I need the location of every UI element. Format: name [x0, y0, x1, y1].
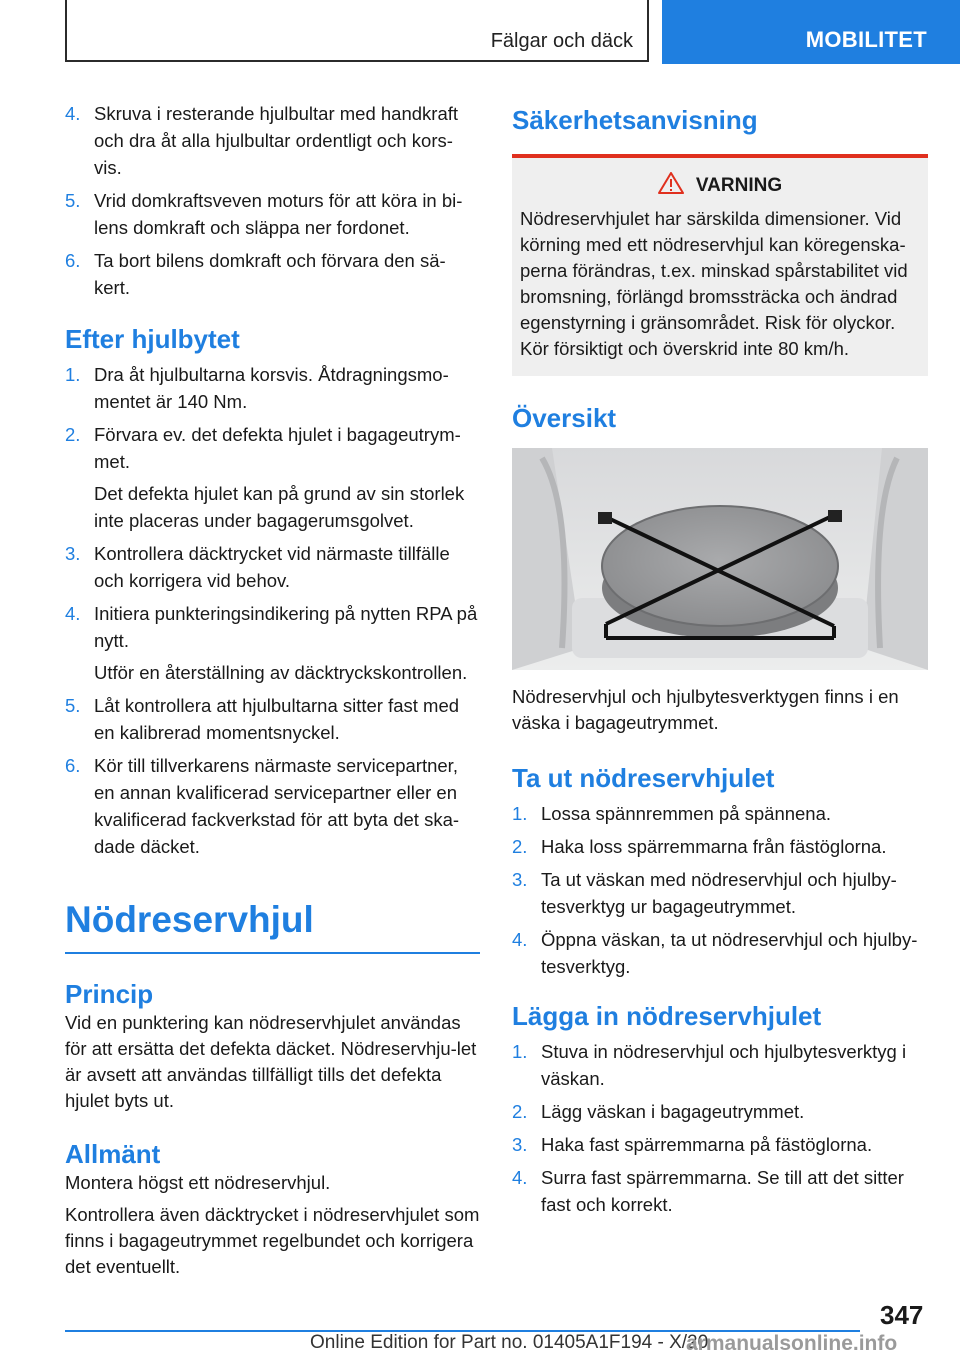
list-item: [512, 1098, 928, 1125]
step-number: 2.: [65, 424, 81, 445]
heading-princip: Princip: [65, 979, 154, 1009]
warning-header: [520, 172, 920, 200]
step-text: Haka fast spärremmarna på fästöglorna.: [541, 1134, 873, 1155]
step-text: Lossa spännremmen på spännena.: [541, 803, 832, 824]
step-note: Det defekta hjulet kan på grund av sin storlek inte placeras under bagagerumsgolvet.: [94, 483, 465, 531]
list-item: [65, 600, 480, 686]
list-item: [65, 692, 480, 746]
step-text: Skruva i resterande hjulbultar med handkraft och dra åt alla hjulbultar ordentligt och kors-vis.: [94, 103, 459, 178]
step-number: 2.: [512, 836, 528, 857]
step-number: 3.: [512, 1134, 528, 1155]
princip-text: Vid en punktering kan nödreservhjulet användas för att ersätta det defekta däcket. Nödreservhju-let är avsett att användas tillfälligt tills det defekta hjulet byts ut.: [65, 1012, 477, 1111]
step-text: Surra fast spärremmarna. Se till att det sitter fast och korrekt.: [541, 1167, 904, 1215]
heading-lagga-in: Lägga in nödreservhjulet: [512, 1001, 822, 1031]
header-chapter-label: MOBILITET: [805, 27, 927, 52]
step-number: 6.: [65, 755, 81, 776]
step-text: Vrid domkraftsveven moturs för att köra in bi-lens domkraft och släppa ner fordonet.: [94, 190, 463, 238]
steps-list-a: [65, 100, 480, 301]
list-item: [512, 866, 928, 920]
list-item: [65, 247, 480, 301]
header-section-title: Fälgar och däck: [490, 30, 633, 52]
step-text: Stuva in nödreservhjul och hjulbytesverktyg i väskan.: [541, 1041, 907, 1089]
step-number: 4.: [65, 603, 81, 624]
warning-label: VARNING: [695, 175, 783, 196]
step-number: 4.: [65, 103, 81, 124]
allmant-text-2: Kontrollera även däcktrycket i nödreservhjulet som finns i bagageutrymmet regelbundet och korrigera det eventuellt.: [65, 1204, 480, 1277]
heading-oversikt: Översikt: [512, 403, 617, 433]
step-text: Dra åt hjulbultarna korsvis. Åtdragningsmo-mentet är 140 Nm.: [94, 364, 449, 412]
list-item: [65, 187, 480, 241]
list-item: [65, 421, 480, 534]
step-number: 3.: [65, 543, 81, 564]
step-text: Kör till tillverkarens närmaste servicepartner, en annan kvalificerad servicepartner eller en kvalificerad fackverkstad för att byta det ska-dade däcket.: [94, 755, 460, 857]
list-item: [512, 1164, 928, 1218]
heading-allmant: Allmänt: [65, 1139, 161, 1169]
heading-ta-ut: Ta ut nödreservhjulet: [512, 763, 775, 793]
list-item: [512, 926, 928, 980]
step-number: 2.: [512, 1101, 528, 1122]
step-number: 6.: [65, 250, 81, 271]
insert-steps-list: [512, 1038, 928, 1218]
step-text: Öppna väskan, ta ut nödreservhjul och hjulby-tesverktyg.: [541, 929, 918, 977]
step-number: 1.: [65, 364, 81, 385]
list-item: [512, 1038, 928, 1092]
list-item: [512, 1131, 928, 1158]
step-number: 5.: [65, 190, 81, 211]
overview-caption: Nödreservhjul och hjulbytesverktygen finns i en väska i bagageutrymmet.: [512, 686, 899, 733]
allmant-text-1: Montera högst ett nödreservhjul.: [65, 1172, 331, 1193]
step-text: Haka loss spärremmarna från fästöglorna.: [541, 836, 887, 857]
step-text: Låt kontrollera att hjulbultarna sitter fast med en kalibrerad momentsnyckel.: [94, 695, 460, 743]
step-text: Kontrollera däcktrycket vid närmaste tillfälle och korrigera vid behov.: [94, 543, 450, 591]
spare-wheel-photo: [512, 448, 928, 670]
list-item: [65, 752, 480, 860]
step-number: 1.: [512, 803, 528, 824]
steps-list-b: [65, 361, 480, 860]
step-text: Ta ut väskan med nödreservhjul och hjulby-tesverktyg ur bagageutrymmet.: [541, 869, 897, 917]
footer-edition: Online Edition for Part no. 01405A1F194 - X/20: [310, 1332, 709, 1353]
list-item: [65, 540, 480, 594]
page-number: 347: [880, 1300, 924, 1330]
warning-text: Nödreservhjulet har särskilda dimensioner. Vid körning med ett nödreservhjul kan köregenska-perna förändras, t.ex. minskad spårstabilitet vid bromsning, förlängd bromssträcka och ändrad egenstyrning i gränsområdet. Risk för olyckor. Kör försiktigt och överskrid inte 80 km/h.: [520, 208, 908, 359]
step-number: 4.: [512, 1167, 528, 1188]
step-number: 3.: [512, 869, 528, 890]
step-text: Lägg väskan i bagageutrymmet.: [541, 1101, 805, 1122]
step-number: 5.: [65, 695, 81, 716]
header-chapter-tab: [662, 0, 960, 64]
list-item: [65, 100, 480, 181]
step-text: Initiera punkteringsindikering på nytten RPA på nytt.: [94, 603, 478, 651]
right-column: [512, 100, 928, 1224]
step-number: 1.: [512, 1041, 528, 1062]
list-item: [512, 833, 928, 860]
list-item: [65, 361, 480, 415]
heading-sakerhetsanvisning: Säkerhetsanvisning: [512, 105, 758, 135]
warning-triangle-icon: [658, 172, 684, 200]
watermark-text: armanualsonline.info: [686, 1332, 898, 1355]
heading-nodreservhjul: Nödreservhjul: [65, 898, 480, 954]
list-item: [512, 800, 928, 827]
left-column: [65, 100, 480, 1280]
header-section-box: [65, 0, 649, 62]
remove-steps-list: [512, 800, 928, 980]
step-number: 4.: [512, 929, 528, 950]
heading-efter-hjulbytet: Efter hjulbytet: [65, 324, 240, 354]
step-text: Ta bort bilens domkraft och förvara den sä-kert.: [94, 250, 446, 298]
step-note: Utför en återställning av däcktryckskontrollen.: [94, 662, 468, 683]
step-text: Förvara ev. det defekta hjulet i bagageutrym-met.: [94, 424, 461, 472]
warning-box: [512, 154, 928, 376]
